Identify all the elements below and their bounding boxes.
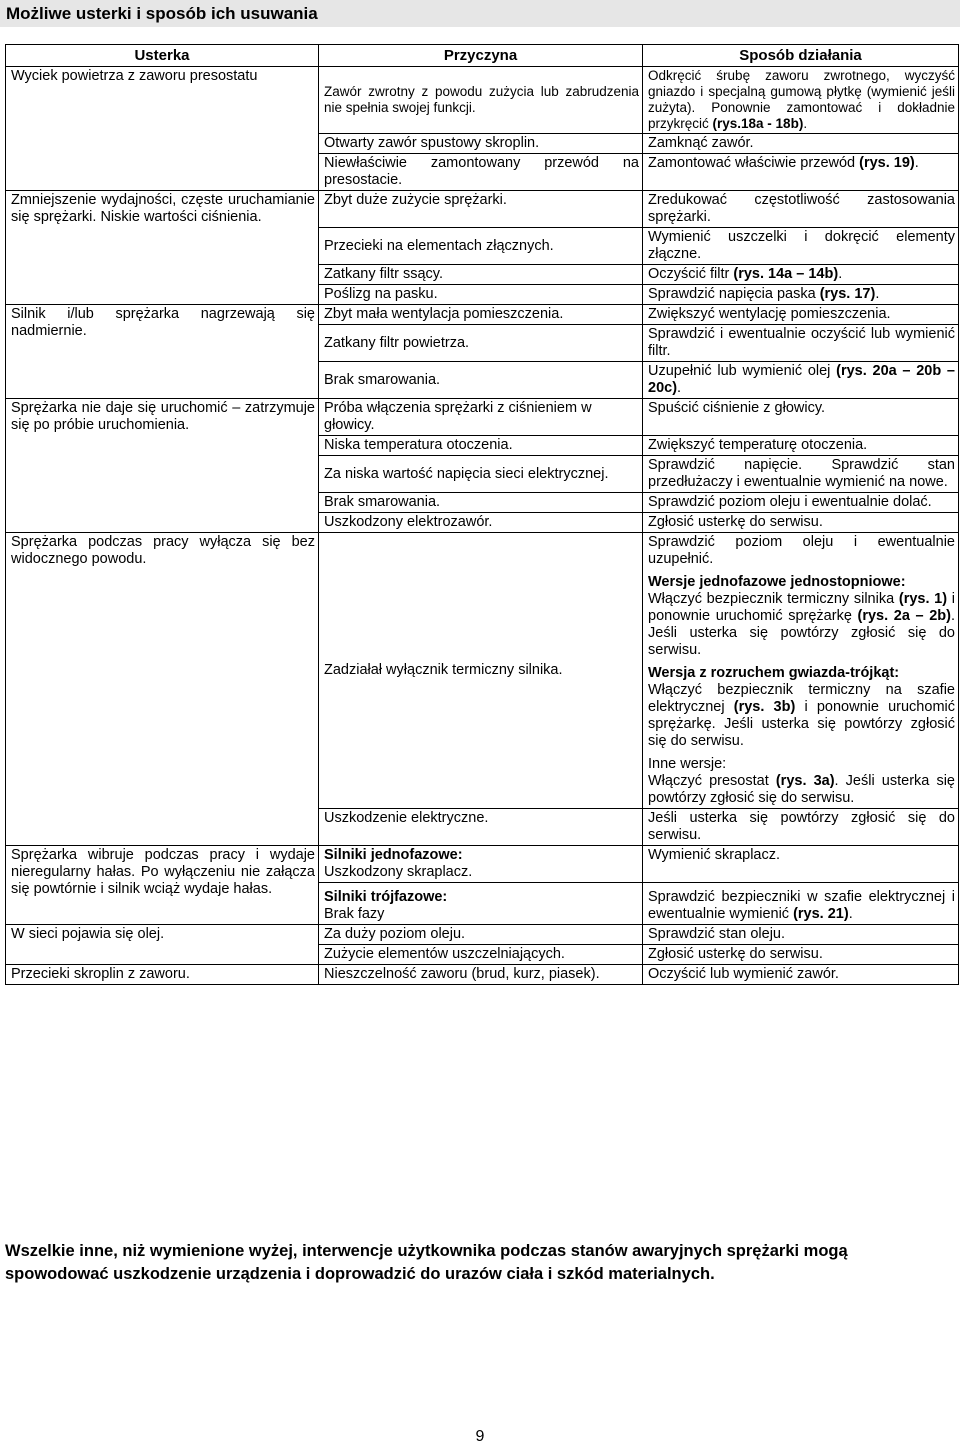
fault-cell: Przecieki skroplin z zaworu.: [6, 965, 319, 985]
fault-cell: W sieci pojawia się olej.: [6, 925, 319, 965]
action-cell: Zgłosić usterkę do serwisu.: [643, 513, 959, 533]
fault-cell: Sprężarka podczas pracy wyłącza się bez widocznego powodu.: [6, 533, 319, 846]
action-cell: Odkręcić śrubę zaworu zwrotnego, wyczyść gniazdo i specjalną gumową płytkę (wymienić jeśli zużyta). Ponownie zamontować i dokładnie przykręcić (rys.18a - 18b).: [643, 67, 959, 134]
fault-cell: Silnik i/lub sprężarka nagrzewają się nadmiernie.: [6, 305, 319, 399]
cause-cell: Silniki trójfazowe: Brak fazy: [319, 883, 643, 925]
action-cell: Zwiększyć wentylację pomieszczenia.: [643, 305, 959, 325]
cause-cell: Silniki jednofazowe: Uszkodzony skraplacz.: [319, 846, 643, 883]
action-cell: Zamknąć zawór.: [643, 134, 959, 154]
cause-cell: Zużycie elementów uszczelniających.: [319, 945, 643, 965]
action-other-versions: Inne wersje: Włączyć presostat (rys. 3a). Jeśli usterka się powtórzy zgłosić się do serwisu.: [648, 756, 955, 806]
cause-cell: Uszkodzony elektrozawór.: [319, 513, 643, 533]
cause-cell: Przecieki na elementach złącznych.: [319, 228, 643, 265]
action-star-delta: Wersja z rozruchem gwiazda-trójkąt: Włączyć bezpiecznik termiczny na szafie elektrycznej (rys. 3b) i ponownie uruchomić sprężarkę. Jeśli usterka się powtórzy zgłosić się do serwisu.: [648, 665, 955, 749]
cause-cell: Uszkodzenie elektryczne.: [319, 809, 643, 846]
fault-cell: Wyciek powietrza z zaworu presostatu: [6, 67, 319, 191]
table-row: [6, 965, 959, 985]
table-row: [6, 305, 959, 325]
warning-note: Wszelkie inne, niż wymienione wyżej, interwencje użytkownika podczas stanów awaryjnych sprężarki mogą spowodować uszkodzenie urządzenia i doprowadzić do urazów ciała i szkód materialnych.: [5, 1242, 848, 1283]
table-header-row: [6, 45, 959, 67]
cause-cell: Brak smarowania.: [319, 493, 643, 513]
action-cell: Sprawdzić napięcie. Sprawdzić stan przedłużaczy i ewentualnie wymienić na nowe.: [643, 456, 959, 493]
cause-cell: Zbyt mała wentylacja pomieszczenia.: [319, 305, 643, 325]
action-cell: [643, 533, 959, 809]
cause-cell: Zatkany filtr ssący.: [319, 265, 643, 285]
table-row: [6, 925, 959, 945]
table-row: [6, 846, 959, 883]
action-cell: Zredukować częstotliwość zastosowania sprężarki.: [643, 191, 959, 228]
cause-cell: Za duży poziom oleju.: [319, 925, 643, 945]
action-cell: Sprawdzić poziom oleju i ewentualnie dolać.: [643, 493, 959, 513]
action-cell: Wymienić uszczelki i dokręcić elementy złączne.: [643, 228, 959, 265]
action-cell: Zamontować właściwie przewód (rys. 19).: [643, 154, 959, 191]
action-cell: Sprawdzić stan oleju.: [643, 925, 959, 945]
action-cell: Sprawdzić i ewentualnie oczyścić lub wymienić filtr.: [643, 325, 959, 362]
action-cell: Oczyścić lub wymienić zawór.: [643, 965, 959, 985]
action-cell: Uzupełnić lub wymienić olej (rys. 20a – 20b – 20c).: [643, 362, 959, 399]
cause-cell: Zawór zwrotny z powodu zużycia lub zabrudzenia nie spełnia swojej funkcji.: [319, 67, 643, 134]
header-action: Sposób działania: [643, 45, 959, 67]
cause-cell: Zadziałał wyłącznik termiczny silnika.: [319, 533, 643, 809]
cause-cell: Niska temperatura otoczenia.: [319, 436, 643, 456]
header-fault: Usterka: [6, 45, 319, 67]
cause-cell: Za niska wartość napięcia sieci elektrycznej.: [319, 456, 643, 493]
cause-cell: Zbyt duże zużycie sprężarki.: [319, 191, 643, 228]
action-cell: Zwiększyć temperaturę otoczenia.: [643, 436, 959, 456]
cause-cell: Zatkany filtr powietrza.: [319, 325, 643, 362]
fault-cell: Zmniejszenie wydajności, częste uruchamianie się sprężarki. Niskie wartości ciśnienia.: [6, 191, 319, 305]
action-oil: Sprawdzić poziom oleju i ewentualnie uzupełnić.: [648, 534, 955, 567]
cause-cell: Nieszczelność zaworu (brud, kurz, piasek).: [319, 965, 643, 985]
action-single-phase: Wersje jednofazowe jednostopniowe: Włączyć bezpiecznik termiczny silnika (rys. 1) i ponownie uruchomić sprężarkę (rys. 2a – 2b). Jeśli usterka się powtórzy zgłosić się do serwisu.: [648, 574, 955, 658]
page-number: 9: [475, 1428, 485, 1445]
cause-cell: Otwarty zawór spustowy skroplin.: [319, 134, 643, 154]
table-row: [6, 399, 959, 436]
action-cell: Oczyścić filtr (rys. 14a – 14b).: [643, 265, 959, 285]
cause-cell: Brak smarowania.: [319, 362, 643, 399]
action-cell: Wymienić skraplacz.: [643, 846, 959, 883]
troubleshooting-table: [5, 44, 959, 985]
cause-cell: Próba włączenia sprężarki z ciśnieniem w głowicy.: [319, 399, 643, 436]
cause-cell: Niewłaściwie zamontowany przewód na presostacie.: [319, 154, 643, 191]
section-title: Możliwe usterki i sposób ich usuwania: [0, 0, 960, 27]
cause-cell: Poślizg na pasku.: [319, 285, 643, 305]
action-cell: Zgłosić usterkę do serwisu.: [643, 945, 959, 965]
table-row: [6, 533, 959, 809]
action-cell: Sprawdzić napięcia paska (rys. 17).: [643, 285, 959, 305]
table-row: [6, 191, 959, 228]
table-row: [6, 67, 959, 134]
fault-cell: Sprężarka nie daje się uruchomić – zatrzymuje się po próbie uruchomienia.: [6, 399, 319, 533]
header-cause: Przyczyna: [319, 45, 643, 67]
action-cell: Spuścić ciśnienie z głowicy.: [643, 399, 959, 436]
fault-cell: Sprężarka wibruje podczas pracy i wydaje nieregularny hałas. Po wyłączeniu nie załącza się powtórnie i silnik wciąż wydaje hałas.: [6, 846, 319, 925]
action-cell: Jeśli usterka się powtórzy zgłosić się do serwisu.: [643, 809, 959, 846]
action-cell: Sprawdzić bezpieczniki w szafie elektrycznej i ewentualnie wymienić (rys. 21).: [643, 883, 959, 925]
